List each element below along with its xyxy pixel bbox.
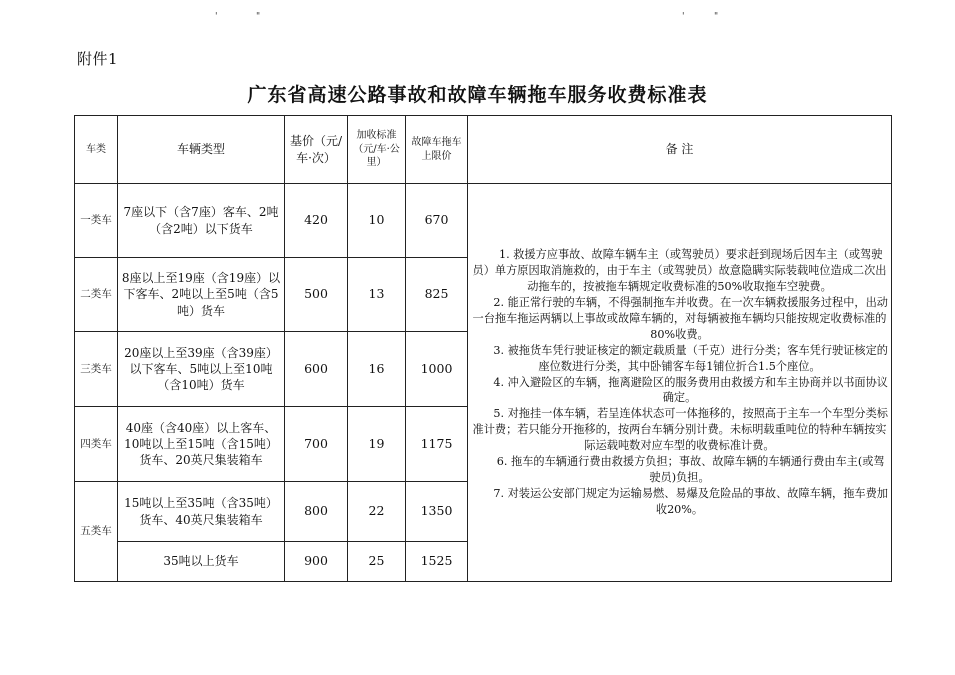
cell-base-price: 700	[285, 407, 348, 482]
header-cap: 故障车拖车上限价	[406, 116, 468, 184]
table-header-row	[75, 116, 892, 184]
scan-mark: "	[714, 12, 719, 22]
header-remarks: 备 注	[468, 116, 892, 184]
header-surcharge: 加收标准（元/车·公里）	[348, 116, 406, 184]
cell-category: 三类车	[75, 332, 118, 407]
fee-table	[74, 115, 892, 582]
remark-item: 6. 拖车的车辆通行费由救援方负担；事故、故障车辆的车辆通行费由车主(或驾驶员)负担。	[496, 455, 885, 484]
cell-base-price: 420	[285, 184, 348, 258]
cell-base-price: 900	[285, 542, 348, 582]
cell-cap: 1000	[406, 332, 468, 407]
remark-item: 2. 能正常行驶的车辆，不得强制拖车并收费。在一次车辆救援服务过程中，出动一台拖车拖运两辆以上事故或故障车辆的，对每辆被拖车辆均只能按规定收费标准的80%收费。	[472, 296, 888, 341]
cell-base-price: 800	[285, 482, 348, 542]
cell-surcharge: 19	[348, 407, 406, 482]
scan-mark: '	[682, 12, 685, 22]
remark-item: 1. 救援方应事故、故障车辆车主（或驾驶员）要求赶到现场后因车主（或驾驶员）单方原因取消施救的，由于车主（或驾驶员）故意隐瞒实际装载吨位造成二次出动拖车的，按被拖车辆规定收费标准的50%收取拖车空驶费。	[472, 248, 887, 294]
document-title: 广东省高速公路事故和故障车辆拖车服务收费标准表	[247, 84, 708, 106]
remark-item: 4. 冲入避险区的车辆，拖离避险区的服务费用由救援方和车主协商并以书面协议确定。	[493, 375, 888, 405]
cell-vehicle-type: 35吨以上货车	[118, 542, 285, 582]
cell-cap: 825	[406, 258, 468, 332]
scan-mark: '	[215, 12, 218, 22]
remarks-cell	[468, 184, 892, 582]
remark-item: 5. 对拖挂一体车辆，若呈连体状态可一体拖移的，按照高于主车一个车型分类标准计费；若只能分开拖移的，按两台车辆分别计费。未标明载重吨位的特种车辆按实际运载吨数对应车型的收费标准计费。	[472, 407, 888, 453]
remark-item: 3. 被拖货车凭行驶证核定的额定载质量（千克）进行分类；客车凭行驶证核定的座位数进行分类，其中卧铺客车每1铺位折合1.5个座位。	[493, 343, 888, 373]
cell-cap: 670	[406, 184, 468, 258]
cell-category: 二类车	[75, 258, 118, 332]
cell-surcharge: 22	[348, 482, 406, 542]
table-row	[75, 184, 892, 258]
remark-item: 7. 对装运公安部门规定为运输易燃、易爆及危险品的事故、故障车辆，拖车费加收20%。	[493, 486, 888, 516]
cell-vehicle-type: 40座（含40座）以上客车、10吨以上至15吨（含15吨）货车、20英尺集装箱车	[118, 407, 285, 482]
scan-mark: "	[256, 12, 261, 22]
attachment-label: 附件1	[77, 50, 119, 68]
cell-vehicle-type: 7座以下（含7座）客车、2吨（含2吨）以下货车	[118, 184, 285, 258]
cell-vehicle-type: 8座以上至19座（含19座）以下客车、2吨以上至5吨（含5吨）货车	[118, 258, 285, 332]
cell-category: 五类车	[75, 482, 118, 582]
cell-surcharge: 25	[348, 542, 406, 582]
cell-base-price: 600	[285, 332, 348, 407]
cell-cap: 1350	[406, 482, 468, 542]
header-base-price: 基价（元/车·次）	[285, 116, 348, 184]
cell-vehicle-type: 20座以上至39座（含39座）以下客车、5吨以上至10吨（含10吨）货车	[118, 332, 285, 407]
cell-surcharge: 13	[348, 258, 406, 332]
header-vehicle-type: 车辆类型	[118, 116, 285, 184]
cell-surcharge: 16	[348, 332, 406, 407]
cell-vehicle-type: 15吨以上至35吨（含35吨）货车、40英尺集装箱车	[118, 482, 285, 542]
cell-cap: 1175	[406, 407, 468, 482]
cell-base-price: 500	[285, 258, 348, 332]
cell-cap: 1525	[406, 542, 468, 582]
cell-category: 四类车	[75, 407, 118, 482]
header-category: 车类	[75, 116, 118, 184]
cell-category: 一类车	[75, 184, 118, 258]
cell-surcharge: 10	[348, 184, 406, 258]
